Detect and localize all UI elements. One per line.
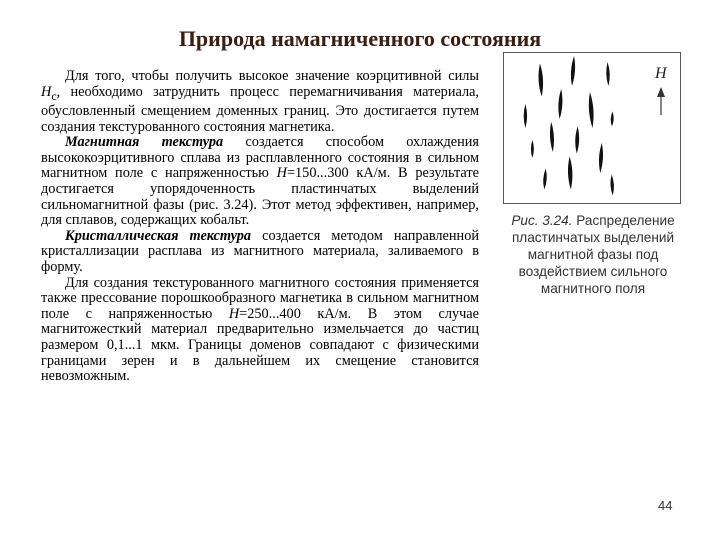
text-run: =250...400 кА/м. В этом случае магнитожесткий материал предварительно измельчается до частиц размером 0,1...1 мкм. Границы доменов совпадают с физическими границами зерен и в дальнейшем их смещение становится невозможным. — [41, 305, 479, 385]
text-run: Для создания текстурованного магнитного состояния применяется также прессование порошкообразного магнетика в сильном магнитном поле с напряженностью — [41, 274, 479, 322]
paragraph-pressing — [41, 276, 479, 385]
figure-caption — [500, 212, 686, 297]
text-run: H — [41, 83, 52, 100]
figure-3-24 — [503, 52, 681, 204]
page-number: 44 — [658, 498, 673, 513]
text-run: H — [276, 165, 287, 182]
magnetic-particle — [598, 143, 603, 173]
text-run: =150...300 кА/м. В результате достигается упорядоченность пластинчатых выделений сильномагнитной фазы (рис. 3.24). Этот метод эффективен, например, для сплавов, содержащих кобальт. — [41, 165, 480, 229]
paragraph-crystalline-texture — [41, 229, 479, 276]
caption-text: Распределение пластинчатых выделений магнитной фазы под воздействием сильного магнитного поля — [511, 213, 675, 296]
text-run: , необходимо затруднить процесс перемагничивания материала, обусловленный смещением доменных границ. Это достигается путем создания текстурованного состояния магнетика. — [41, 83, 479, 135]
magnetic-particle — [588, 92, 595, 128]
magnetic-particle — [567, 156, 573, 189]
text-run: создается методом направленной кристаллизации расплава из магнитного материала, заливаемого в форму. — [41, 227, 479, 275]
magnetic-particle — [524, 104, 527, 128]
field-arrow-icon — [657, 87, 665, 115]
magnetic-particle — [538, 63, 544, 96]
magnetic-particle — [531, 140, 534, 158]
particles-illustration — [504, 53, 680, 203]
magnetic-particle — [610, 174, 615, 195]
text-run: H — [228, 305, 240, 322]
magnetic-particle — [610, 111, 613, 126]
text-run: Магнитная текстура — [65, 134, 224, 151]
paragraph-magnetic-texture — [41, 135, 479, 229]
body-text — [41, 69, 479, 385]
caption-number: Рис. 3.24. — [511, 213, 573, 228]
magnetic-particle — [558, 89, 563, 119]
field-label: H — [655, 65, 667, 82]
magnetic-particle — [570, 56, 576, 86]
magnetic-particle — [606, 62, 610, 86]
magnetic-particle — [543, 168, 548, 189]
text-run: Кристаллическая текстура — [65, 227, 252, 244]
text-run: c — [51, 88, 57, 103]
magnetic-particle — [575, 126, 580, 153]
text-run: создается способом охлаждения высококоэрцитивного сплава из расплавленного состояния в сильном магнитном поле с напряженностью — [41, 134, 480, 182]
text-run: Для того, чтобы получить высокое значение коэрцитивной силы — [65, 68, 479, 84]
page-title: Природа намагниченного состояния — [178, 26, 542, 51]
paragraph-intro — [41, 69, 479, 135]
magnetic-particle — [549, 122, 554, 152]
